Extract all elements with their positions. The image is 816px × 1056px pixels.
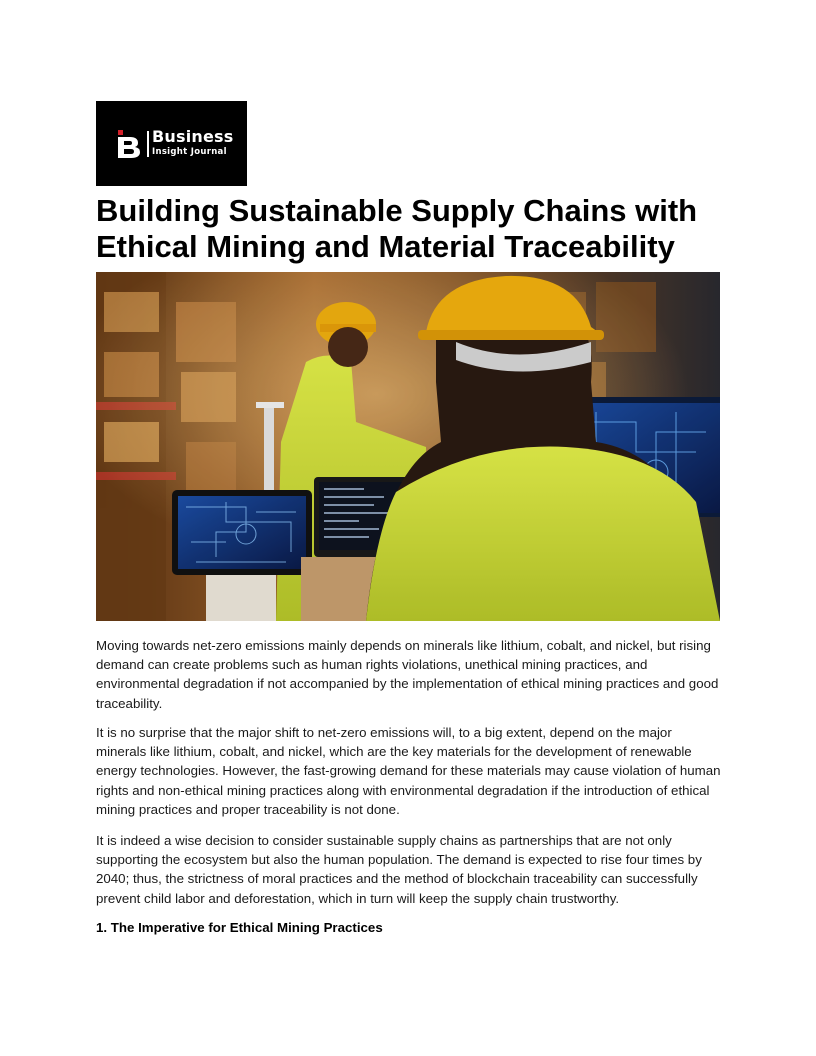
article-paragraph-2: It is no surprise that the major shift to net-zero emissions will, to a big extent, depend on the major minerals like lithium, cobalt, and nickel, which are the key materials for the development of renewable energy technologies. However, the fast-growing demand for these materials may cause violation of human rights and non-ethical mining practices along with environmental degradation if the introduction of ethical mining practices and proper traceability is not done. [96,725,721,817]
section-heading: 1. The Imperative for Ethical Mining Practices [96,920,383,935]
warehouse-workers-photo-icon [96,272,720,621]
hero-image [96,272,720,621]
logo-wordmark: Business [152,127,234,146]
article-paragraph-3: It is indeed a wise decision to consider sustainable supply chains as partnerships that are not only supporting the ecosystem but also the human population. The demand is expected to rise four times by 2040; thus, the strictness of moral practices and the method of blockchain traceability can successfully prevent child labor and deforestation, which in turn will keep the supply chain trustworthy. [96,833,702,906]
logo-b-mark-icon [118,130,142,158]
logo-divider [147,131,149,157]
publication-logo [96,101,247,186]
logo-subtitle: Insight Journal [152,147,227,157]
article-paragraph-1: Moving towards net-zero emissions mainly depends on minerals like lithium, cobalt, and nickel, but rising demand can create problems such as human rights violations, unethical mining practices, and environmental degradation if not accompanied by the implementation of ethical mining practices and good traceability. [96,638,719,711]
article-title: Building Sustainable Supply Chains with Ethical Mining and Material Traceability [96,193,698,264]
